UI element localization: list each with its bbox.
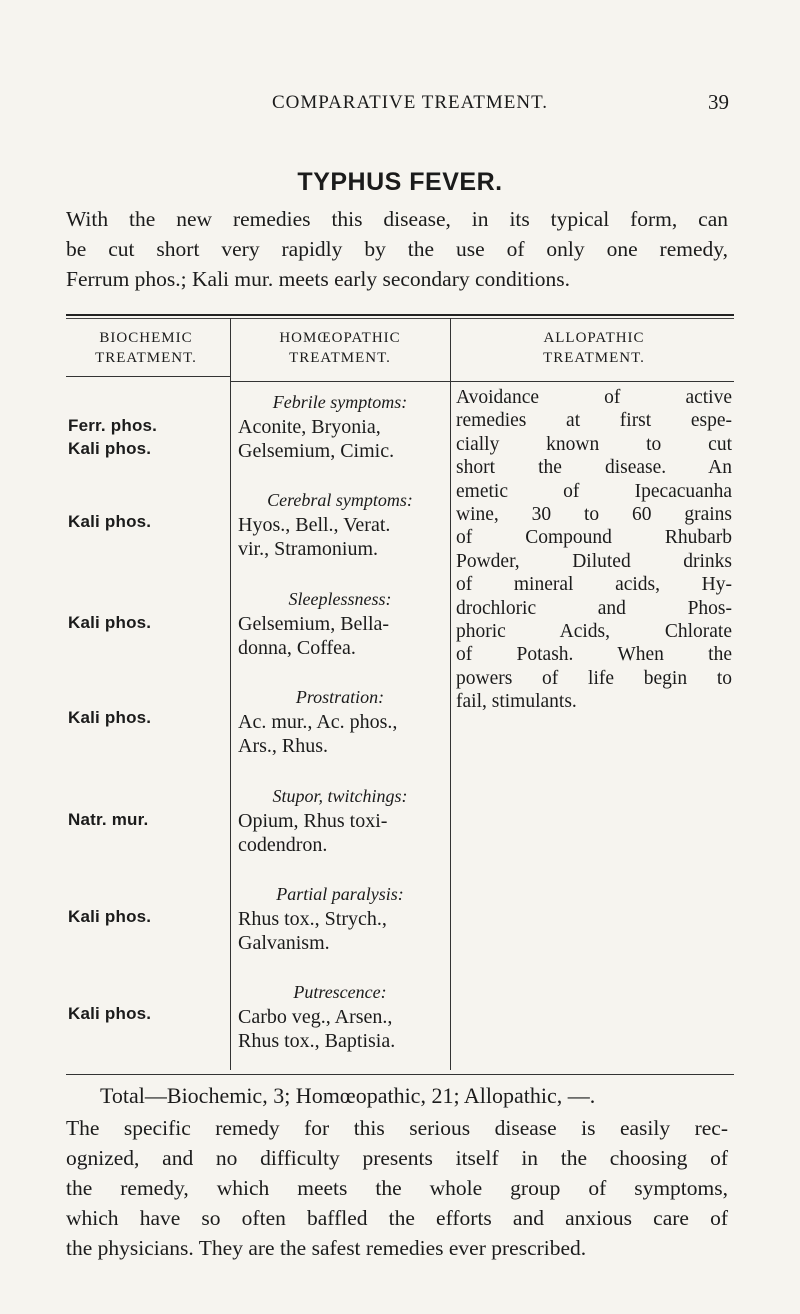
symptom-label: Febrile symptoms: <box>272 392 408 412</box>
homoeopathic-section <box>232 783 448 857</box>
symptom-label: Cerebral symptoms: <box>267 490 413 510</box>
closing-line: The specific remedy for this serious disease is easily rec- <box>66 1116 728 1140</box>
column-header-line: TREATMENT. <box>95 350 197 366</box>
biochemic-remedy: Kali phos. <box>68 1004 152 1023</box>
running-head: COMPARATIVE TREATMENT. <box>271 92 549 113</box>
biochemic-remedy: Kali phos. <box>68 907 152 926</box>
column-header-line: HOMŒOPATHIC <box>279 330 401 346</box>
allopathic-text <box>456 386 732 714</box>
allopathic-line: Avoidance of active <box>456 387 732 408</box>
remedy-line: Opium, Rhus toxi- <box>238 810 388 832</box>
intro-line: With the new remedies this disease, in its typical form, can <box>66 207 728 231</box>
biochemic-remedy: Kali phos. <box>68 613 152 632</box>
total-line: Total—Biochemic, 3; Homœopathic, 21; Allopathic, —. <box>100 1083 596 1108</box>
biochemic-remedy: Kali phos. <box>68 439 152 458</box>
symptom-label: Prostration: <box>295 687 385 707</box>
column-header-line: TREATMENT. <box>543 350 645 366</box>
column-header-biochemic <box>66 328 226 368</box>
closing-line: ognized, and no difficulty presents itself in the choosing of <box>66 1146 728 1170</box>
homoeopathic-section <box>232 389 448 463</box>
remedy-line: Ars., Rhus. <box>238 735 329 757</box>
remedy-line: Gelsemium, Bella- <box>238 613 390 635</box>
column-header-line: ALLOPATHIC <box>543 330 645 346</box>
intro-paragraph <box>66 204 728 294</box>
table-top-rule <box>66 314 734 316</box>
allopathic-line: of Potash. When the <box>456 644 732 666</box>
remedy-line: Ac. mur., Ac. phos., <box>238 711 398 733</box>
allopathic-line: powers of life begin to <box>456 667 732 689</box>
column-divider <box>230 318 231 1070</box>
allopathic-line: of mineral acids, Hy- <box>456 574 732 596</box>
header-underline <box>66 376 230 377</box>
allopathic-line: drochloric and Phos- <box>456 597 732 619</box>
biochemic-remedy: Natr. mur. <box>68 810 149 829</box>
column-header-homoeopathic <box>232 328 448 368</box>
symptom-label: Sleeplessness: <box>288 589 392 609</box>
section-title: TYPHUS FEVER. <box>297 168 503 196</box>
table-top-rule-thin <box>66 318 734 319</box>
symptom-label: Putrescence: <box>293 982 387 1002</box>
remedy-line: Hyos., Bell., Verat. <box>238 514 391 536</box>
allopathic-line: fail, stimulants. <box>456 691 577 713</box>
homoeopathic-section <box>232 979 448 1053</box>
allopathic-line: emetic of Ipecacuanha <box>456 480 732 502</box>
allopathic-line: remedies at first espe- <box>456 410 732 432</box>
column-header-line: BIOCHEMIC <box>99 330 193 346</box>
closing-paragraph <box>66 1113 728 1263</box>
biochemic-remedy: Ferr. phos. <box>68 416 158 435</box>
allopathic-line: cially known to cut <box>456 433 732 455</box>
remedy-line: vir., Stramonium. <box>238 538 378 560</box>
allopathic-line: of Compound Rhubarb <box>456 527 732 549</box>
column-header-allopathic <box>452 328 736 368</box>
remedy-line: codendron. <box>238 834 328 856</box>
page-number: 39 <box>708 90 729 114</box>
closing-line: the remedy, which meets the whole group of symptoms, <box>66 1176 728 1200</box>
remedy-line: Rhus tox., Baptisia. <box>238 1030 396 1052</box>
symptom-label: Partial paralysis: <box>276 884 404 904</box>
allopathic-line: Powder, Diluted drinks <box>456 550 732 572</box>
header-underline <box>450 381 734 382</box>
remedy-line: Gelsemium, Cimic. <box>238 440 395 462</box>
allopathic-line: short the disease. An <box>456 457 732 479</box>
biochemic-remedy: Kali phos. <box>68 708 152 727</box>
intro-line: Ferrum phos.; Kali mur. meets early secondary conditions. <box>66 267 570 291</box>
intro-line: be cut short very rapidly by the use of only one remedy, <box>66 237 728 261</box>
homoeopathic-section <box>232 684 448 758</box>
closing-line: the physicians. They are the safest remedies ever prescribed. <box>66 1236 587 1260</box>
symptom-label: Stupor, twitchings: <box>272 786 408 806</box>
homoeopathic-section <box>232 487 448 561</box>
remedy-line: Rhus tox., Strych., <box>238 908 387 930</box>
header-underline <box>230 381 450 382</box>
column-header-line: TREATMENT. <box>289 350 391 366</box>
closing-line: which have so often baffled the efforts and anxious care of <box>66 1206 728 1230</box>
remedy-line: Carbo veg., Arsen., <box>238 1006 393 1028</box>
remedy-line: donna, Coffea. <box>238 637 356 659</box>
remedy-line: Aconite, Bryonia, <box>238 416 381 438</box>
table-bottom-rule <box>66 1074 734 1075</box>
homoeopathic-section <box>232 881 448 955</box>
homoeopathic-section <box>232 586 448 660</box>
remedy-line: Galvanism. <box>238 932 330 954</box>
allopathic-line: phoric Acids, Chlorate <box>456 621 732 643</box>
column-divider <box>450 318 451 1070</box>
biochemic-remedy: Kali phos. <box>68 512 152 531</box>
allopathic-line: wine, 30 to 60 grains <box>456 504 732 526</box>
